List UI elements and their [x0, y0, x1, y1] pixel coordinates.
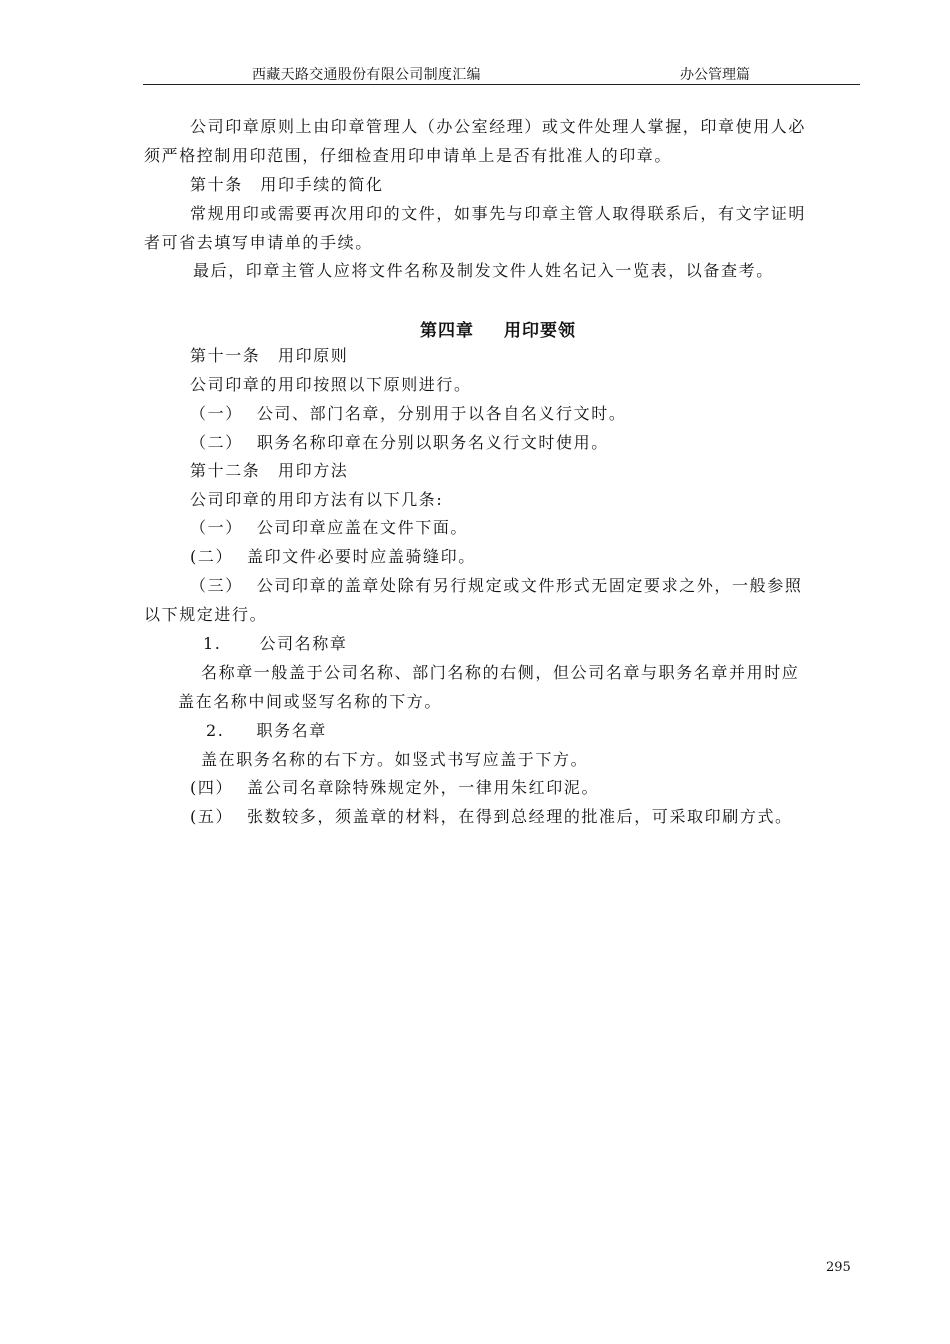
- article-heading: 第十条 用印手续的简化: [190, 175, 384, 194]
- list-item-label: (四）: [190, 778, 234, 797]
- sub-item-heading: [203, 634, 347, 654]
- sub-item-number: 2.: [206, 721, 225, 740]
- list-item-text: 公司印章应盖在文件下面。: [256, 518, 469, 537]
- list-item-label: （一）: [190, 404, 243, 423]
- list-item-text: 盖公司名章除特殊规定外，一律用朱红印泥。: [247, 778, 600, 797]
- list-item-text: 职务名称印章在分别以职务名义行文时使用。: [256, 433, 609, 452]
- paragraph-line: 最后，印章主管人应将文件名称及制发文件人姓名记入一览表，以备查考。: [193, 261, 774, 280]
- paragraph-line: 者可省去填写申请单的手续。: [144, 233, 373, 252]
- paragraph-line: 盖在名称中间或竖写名称的下方。: [178, 692, 443, 711]
- list-item: [190, 576, 802, 596]
- list-item: [190, 404, 626, 424]
- article-heading: 第十一条 用印原则: [190, 346, 349, 365]
- list-item: [190, 547, 476, 567]
- list-item-text: 公司印章的盖章处除有另行规定或文件形式无固定要求之外，一般参照: [256, 576, 803, 595]
- article-heading: 第十二条 用印方法: [190, 461, 349, 480]
- paragraph-line: 名称章一般盖于公司名称、部门名称的右侧，但公司名章与职务名章并用时应: [201, 663, 800, 682]
- header-section-name: 办公管理篇: [680, 67, 750, 83]
- sub-item-title: 公司名称章: [259, 634, 348, 653]
- header-divider: [143, 84, 860, 85]
- chapter-number: 第四章: [420, 321, 474, 341]
- list-item: [190, 778, 599, 798]
- paragraph-line: 须严格控制用印范围，仔细检查用印申请单上是否有批准人的印章。: [144, 146, 673, 165]
- list-item: [190, 518, 468, 538]
- list-item-label: (二）: [190, 547, 234, 566]
- list-item-text: 盖印文件必要时应盖骑缝印。: [247, 547, 476, 566]
- list-item: [190, 433, 609, 453]
- sub-item-heading: [206, 721, 327, 741]
- chapter-title: 用印要领: [504, 321, 576, 341]
- list-item-label: （二）: [190, 433, 243, 452]
- paragraph-line: 公司印章的用印按照以下原则进行。: [190, 375, 472, 394]
- chapter-heading: [420, 316, 576, 341]
- list-item-text: 公司、部门名章，分别用于以各自名义行文时。: [256, 404, 627, 423]
- header-document-title: 西藏天路交通股份有限公司制度汇编: [252, 67, 481, 83]
- paragraph-line: 公司印章原则上由印章管理人（办公室经理）或文件处理人掌握，印章使用人必: [190, 117, 807, 136]
- list-item-label: （三）: [190, 576, 243, 595]
- list-item-text: 张数较多，须盖章的材料，在得到总经理的批准后，可采取印刷方式。: [247, 807, 793, 826]
- paragraph-line: 常规用印或需要再次用印的文件，如事先与印章主管人取得联系后，有文字证明: [190, 204, 807, 223]
- list-item-label: （一）: [190, 518, 243, 537]
- paragraph-line: 公司印章的用印方法有以下几条:: [190, 490, 444, 509]
- list-item: [190, 807, 793, 827]
- paragraph-line: 以下规定进行。: [144, 605, 268, 624]
- page-number: 295: [826, 1260, 851, 1275]
- sub-item-title: 职务名章: [256, 721, 327, 740]
- paragraph-line: 盖在职务名称的右下方。如竖式书写应盖于下方。: [201, 750, 589, 769]
- sub-item-number: 1.: [203, 634, 222, 653]
- list-item-label: (五）: [190, 807, 234, 826]
